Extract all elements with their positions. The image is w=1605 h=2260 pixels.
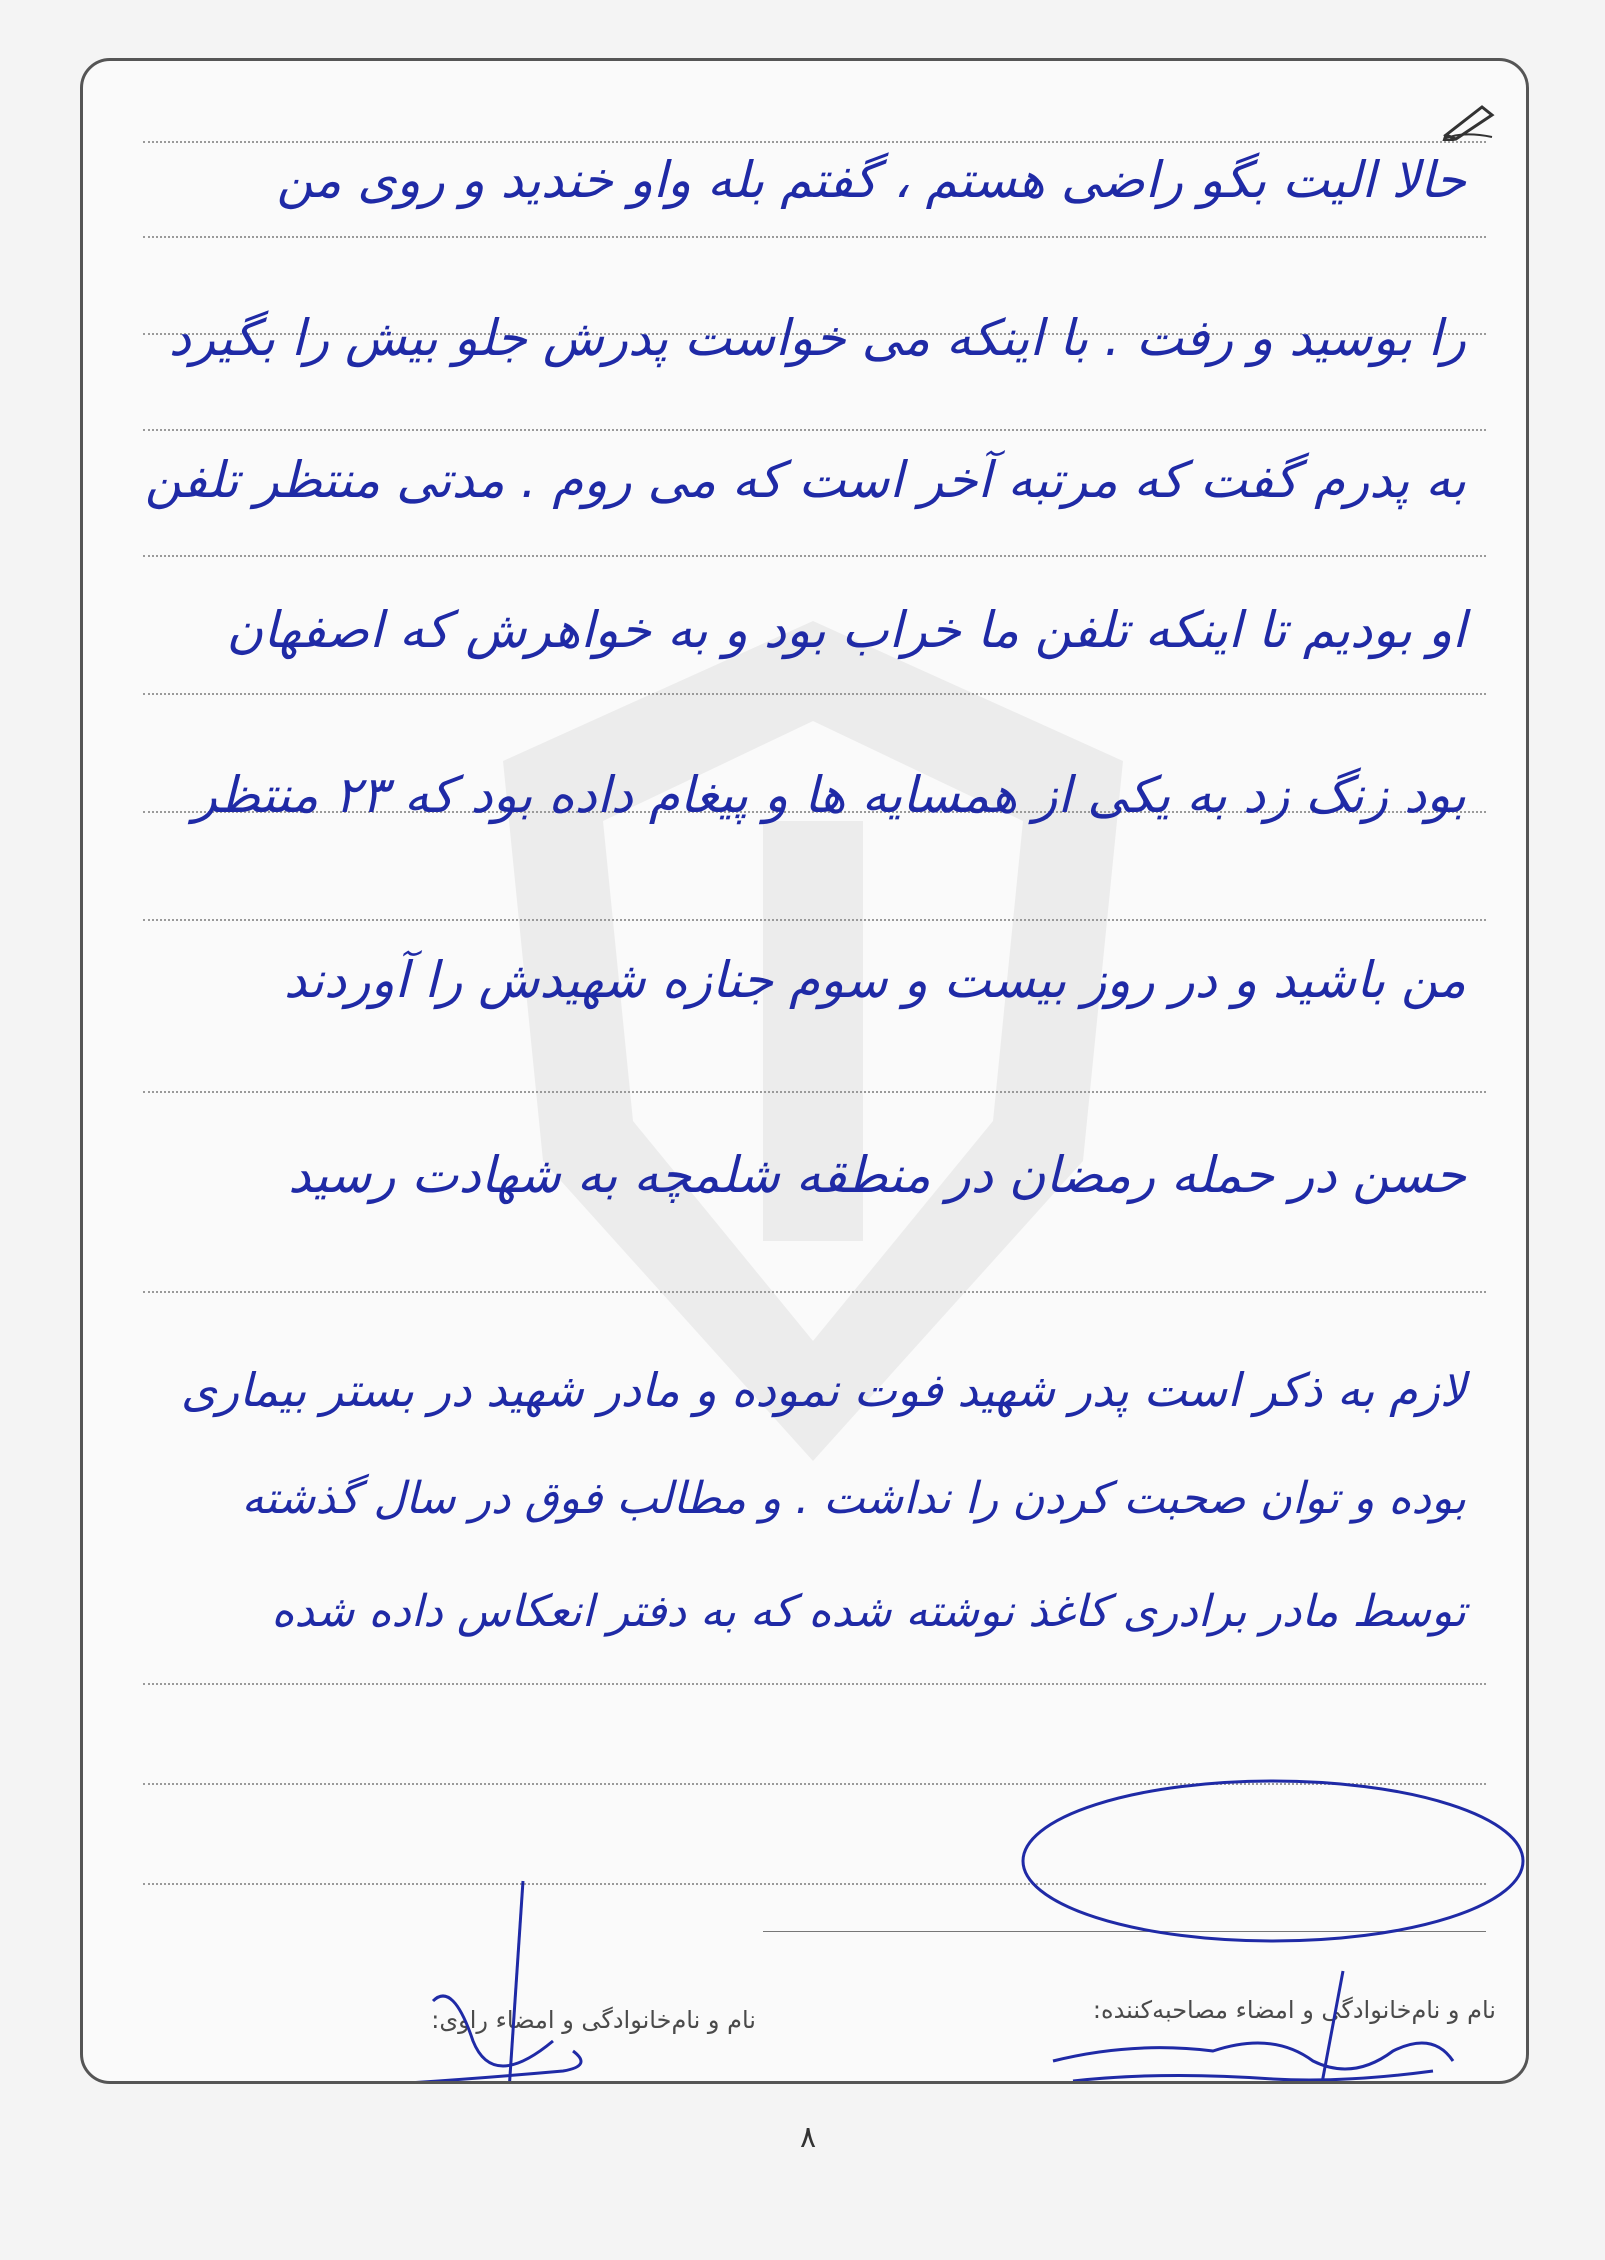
ruled-line (143, 1091, 1486, 1093)
handwritten-line: بوده و توان صحبت کردن را نداشت . و مطالب فوق در سال گذشته (241, 1473, 1466, 1524)
handwritten-line: حالا الیت بگو راضی هستم ، گفتم بله واو خندید و روی من (276, 151, 1466, 209)
page-number: ۸ (800, 2120, 817, 2155)
handwritten-line: من باشید و در روز بیست و سوم جنازه شهیدش را آوردند (283, 951, 1466, 1009)
ruled-line (143, 919, 1486, 921)
pencil-icon (1442, 101, 1496, 141)
handwritten-line: بود زنگ زد به یکی از همسایه ها و پیغام داده بود که ۲۳ منتظر (192, 766, 1466, 824)
notebook-page (80, 58, 1529, 2084)
handwritten-line: او بودیم تا اینکه تلفن ما خراب بود و به خواهرش که اصفهان (226, 601, 1466, 659)
handwritten-line: به پدرم گفت که مرتبه آخر است که می روم . مدتی منتظر تلفن (144, 451, 1466, 509)
narrator-signature-label: نام و نام‌خانوادگی و امضاء راوی: (431, 2006, 756, 2034)
handwritten-line: حسن در حمله رمضان در منطقه شلمچه به شهادت رسید (288, 1146, 1466, 1204)
handwritten-line: توسط مادر برادری کاغذ نوشته شده که به دفتر انعکاس داده شده (271, 1586, 1466, 1637)
ruled-line (143, 1291, 1486, 1293)
ruled-line (143, 555, 1486, 557)
ruled-line (143, 141, 1486, 143)
watermark-emblem (463, 601, 1163, 1481)
interviewer-signature (1013, 1761, 1529, 2084)
handwritten-line: را بوسید و رفت . با اینکه می خواست پدرش جلو بیش را بگیرد (168, 309, 1466, 367)
handwritten-line: لازم به ذکر است پدر شهید فوت نموده و مادر شهید در بستر بیماری (180, 1363, 1466, 1417)
narrator-signature (233, 1861, 653, 2084)
ruled-line (143, 429, 1486, 431)
ruled-line (143, 1683, 1486, 1685)
ruled-line (143, 236, 1486, 238)
ruled-line (143, 693, 1486, 695)
interviewer-signature-label: نام و نام‌خانوادگی و امضاء مصاحبه‌کننده: (1092, 1996, 1496, 2024)
